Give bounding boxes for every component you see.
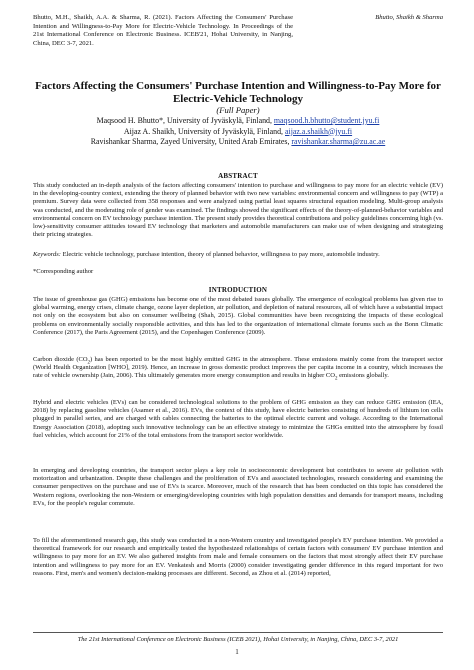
text-run: Carbon dioxide (CO bbox=[33, 356, 88, 363]
footer-divider bbox=[33, 632, 443, 633]
intro-paragraph-3: Hybrid and electric vehicles (EVs) can be considered technological solutions to the problem of GHG emission as they can reduce GHG emission (IEA, 2018) by replacing gasoline vehicles (Asamer et al., 2016). EVs, the context of this study, have electric batteries consisting of hundreds of lithium ion cells plugged in parallel series, and are charged with cables connecting the batteries to the optimal electric current and voltage. According to the International Energy Association (2018), adopting such innovative technology can be an effective strategy to minimize the GHGs emitted into the atmosphere by fossil fuel vehicles, which account for 21% of the total emissions from the transport sector worldwide. bbox=[33, 399, 443, 439]
citation-header: Bhutto, M.H., Shaikh, A.A. & Sharma, R. (2021). Factors Affecting the Consumers' Purchase Intention and Willingness-to-Pay More for Electric-Vehicle Technology. In Proceedings of the 21st International Conference on Electronic Business. ICEB'21, Hohai University, in Nanjing, China, DEC 3-7, 2021. bbox=[33, 14, 293, 47]
text-run: emissions globally. bbox=[337, 372, 389, 380]
author-affiliation: Ravishankar Sharma, Zayed University, United Arab Emirates, bbox=[90, 137, 290, 147]
intro-paragraph-1: The issue of greenhouse gas (GHG) emissions has become one of the most debated issues globally. The emergence of ecological problems has given rise to global warming, energy crises, climate change, ozone layer depletion, air pollution, and depletion of natural resources, all of which have a substantial impact not only on the ecosystem but also on consumer wellbeing (Shah, 2015). Global communities have been recognizing the impacts of these ecological problems on environmentally socially responsible activities, and this has led to the organization of international climate forums such as the Bonn Climatic Conference (2017), the Paris Agreement (2015), and the Copenhagen Conference (2009). bbox=[33, 296, 443, 336]
author-email-link[interactable]: ravishankar.sharma@zu.ac.ae bbox=[291, 137, 386, 147]
running-head: Bhutto, Shaikh & Sharma bbox=[375, 14, 443, 21]
paper-title: Factors Affecting the Consumers' Purchase Intention and Willingness-to-Pay More for Electric-Vehicle Technology bbox=[35, 80, 441, 105]
intro-paragraph-4: In emerging and developing countries, the transport sector plays a key role in socioeconomic development but contributes to severe air pollution with motorization and urbanization. Despite these challenges and the proliferation of EVs and associated technologies, research considering and examining the consumer perspectives on the purchase and use of EVs is scarce. Moreover, much of the research that has been conducted on this topic has considered the Western regions, overlooking the non-Western or emerging/developing countries with high population densities and demands for transport means, including EVs, for the people's regular commute. bbox=[33, 467, 443, 507]
intro-paragraph-5: To fill the aforementioned research gap, this study was conducted in a non-Western country and investigated people's EV purchase intention. We provided a theoretical framework for our research and empirically tested the hypothesized relationships of certain factors with consumers' EV purchase intention and willingness to pay more for an EV. We also gathered insights from male and female consumers on the factors that most strongly affect their EV purchase intention and willingness to pay more for an EV. Venkatesh and Morris (2000) consider investigating gender difference in this regard important for two reasons. First, men's and women's decision-making processes are different. Second, as Zhou et al. (2014) reported, bbox=[33, 537, 443, 577]
author-affiliation: Aijaz A. Shaikh, University of Jyväskylä, Finland, bbox=[123, 126, 284, 136]
text-run: ) has been reported to be the most highly emitted GHG in the atmosphere. These emissions mainly come from the transport sector (World Health Organization [WHO], 2019). Hence, an increase in gross domestic product improves the per capita income in a country, which increases the rate of vehicle ownership (Jain, 2006). This ultimately generates more energy consumption and results in higher CO bbox=[33, 356, 444, 380]
author-email-link[interactable]: maqsood.h.bhutto@student.jyu.fi bbox=[273, 116, 380, 125]
conference-footer: The 21st International Conference on Electronic Business (ICEB 2021), Hohai University, in Nanjing, China, DEC 3-7, 2021 bbox=[77, 636, 399, 643]
paper-type: (Full Paper) bbox=[216, 105, 260, 115]
author-line bbox=[33, 116, 443, 127]
abstract-text: This study conducted an in-depth analysis of the factors affecting consumers' intention to purchase and willingness to pay more for an electric vehicle (EV) in the developing-country context, extending the theory of planned behavior with two new variables: environmental concern and willingness to pay (WTP) a premium. Survey data were collected from 358 responses and were analyzed using partial least squares structural equation modeling. Multi-group analysis was conducted, and the moderating role of gender was examined. The findings showed the significant effects of the theory-of-planned-behavior variables and environmental concern on EV technology purchase intention. The present study provides theoretical contributions and policy guidelines concerning high (vs. low)-sensitivity consumer attitudes toward EV technology that marketers and automobile manufacturers can make use of when designing and strategizing their pricing strategies. bbox=[33, 182, 443, 239]
author-line bbox=[33, 127, 443, 138]
intro-paragraph-2 bbox=[33, 356, 443, 381]
abstract-heading: ABSTRACT bbox=[218, 172, 258, 180]
author-line bbox=[33, 137, 443, 148]
introduction-heading: INTRODUCTION bbox=[208, 286, 268, 294]
author-list bbox=[33, 116, 443, 148]
author-affiliation: Maqsood H. Bhutto*, University of Jyväskylä, Finland, bbox=[96, 116, 272, 125]
corresponding-author-note: *Corresponding author bbox=[33, 268, 94, 275]
keywords bbox=[33, 251, 443, 259]
author-email-link[interactable]: aijaz.a.shaikh@jyu.fi bbox=[285, 126, 353, 136]
keywords-text: Electric vehicle technology, purchase intention, theory of planned behavior, willingness to pay more, automobile industry. bbox=[62, 251, 380, 258]
subscript: 2 bbox=[87, 360, 91, 366]
page-number: 1 bbox=[235, 648, 239, 656]
keywords-label: Keywords: bbox=[33, 251, 61, 258]
subscript: 2 bbox=[334, 376, 338, 382]
